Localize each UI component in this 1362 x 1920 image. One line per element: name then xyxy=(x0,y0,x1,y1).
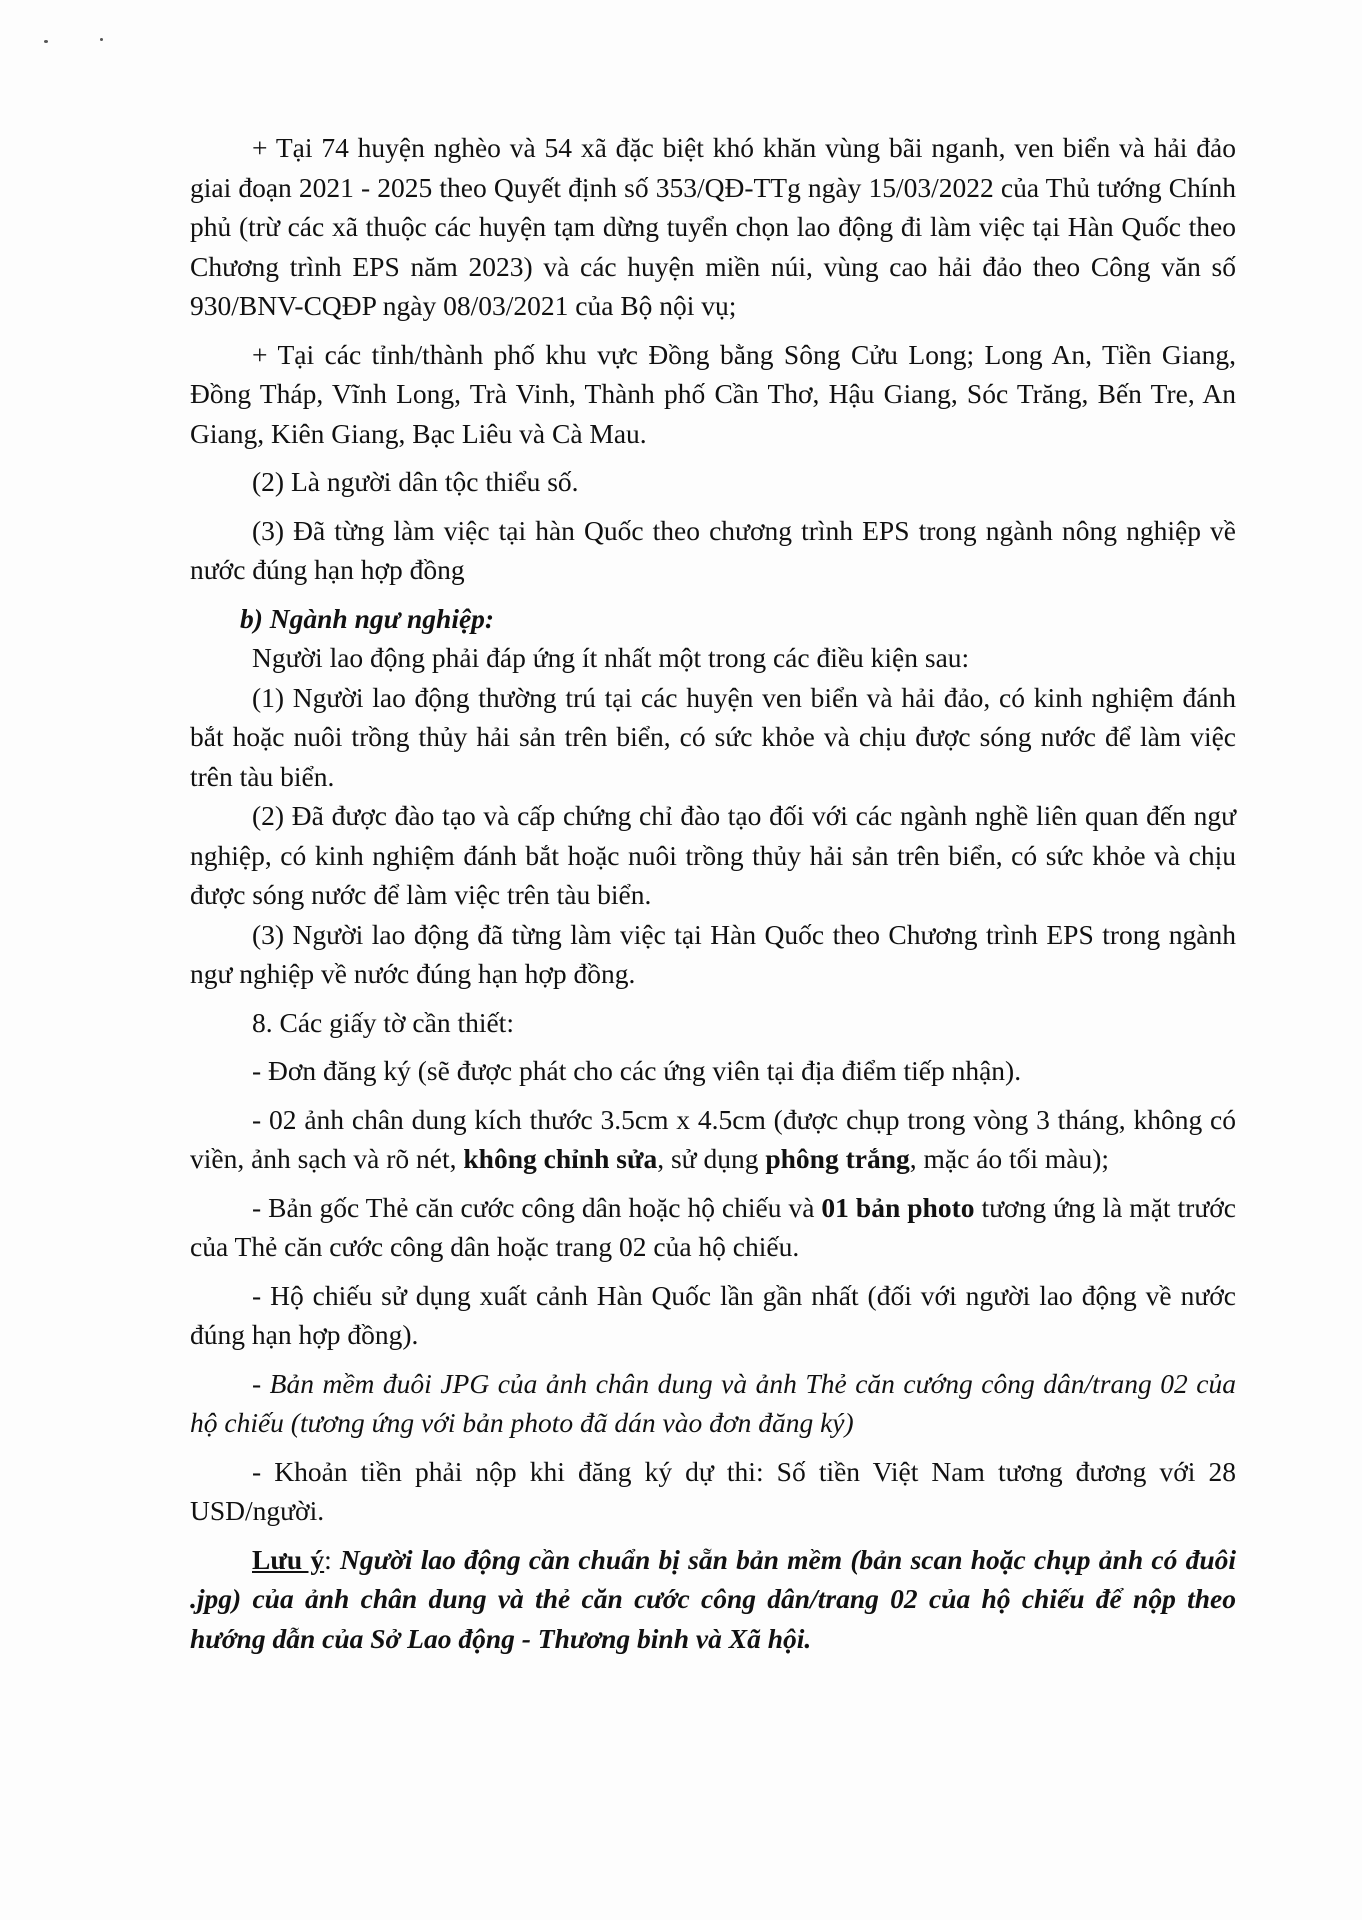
paragraph: - Đơn đăng ký (sẽ được phát cho các ứng viên tại địa điểm tiếp nhận). xyxy=(252,1055,1022,1086)
text: - Bản gốc Thẻ căn cước công dân hoặc hộ chiếu và xyxy=(252,1191,822,1223)
paragraph: (2) Là người dân tộc thiểu số. xyxy=(252,466,579,497)
paragraph: + Tại 74 huyện nghèo và 54 xã đặc biệt khó khăn vùng bãi nganh, ven biển và hải đảo giai đoạn 2021 - 2025 theo Quyết định số 353/QĐ-TTg ngày 15/03/2022 của Thủ tướng Chính phủ (trừ các xã thuộc các huyện tạm dừng tuyển chọn lao động đi làm việc tại Hàn Quốc theo Chương trình EPS năm 2023) và các huyện miền núi, vùng cao hải đảo theo Công văn số 930/BNV-CQĐP ngày 08/03/2021 của Bộ nội vụ; xyxy=(190,132,1236,321)
paragraph: (2) Đã được đào tạo và cấp chứng chỉ đào tạo đối với các ngành nghề liên quan đến ngư nghiệp, có kinh nghiệm đánh bắt hoặc nuôi trồng thủy hải sản trên biển, có sức khỏe và chịu được sóng nước để làm việc trên tàu biển. xyxy=(190,800,1236,910)
paragraph: (1) Người lao động thường trú tại các huyện ven biển và hải đảo, có kinh nghiệm đánh bắt hoặc nuôi trồng thủy hải sản trên biển, có sức khỏe và chịu được sóng nước để làm việc trên tàu biển. xyxy=(190,681,1236,792)
paragraph: (3) Đã từng làm việc tại hàn Quốc theo chương trình EPS trong ngành nông nghiệp về nước đúng hạn hợp đồng xyxy=(190,514,1236,585)
paragraph: Người lao động phải đáp ứng ít nhất một trong các điều kiện sau: xyxy=(252,642,970,673)
text: , mặc áo tối màu); xyxy=(909,1143,1110,1174)
text: - 02 ảnh chân dung kích thước 3.5cm x 4.5cm (được chụp trong vòng 3 tháng, không có viền, ảnh sạch và rõ nét, xyxy=(190,1103,1236,1174)
section-heading: b) Ngành ngư nghiệp: xyxy=(240,602,495,634)
paragraph: 8. Các giấy tờ cần thiết: xyxy=(252,1006,514,1038)
note-text: Người lao động cần chuẩn bị sẵn bản mềm (bản scan hoặc chụp ảnh có đuôi .jpg) của ảnh chân dung và thẻ căn cước công dân/trang 02 của hộ chiếu để nộp theo hướng dẫn của Sở Lao động - Thương binh và Xã hội. xyxy=(190,1543,1237,1654)
paragraph xyxy=(190,1188,1236,1267)
note-paragraph xyxy=(190,1540,1236,1659)
note-label: Lưu ý xyxy=(252,1543,325,1575)
scan-speck xyxy=(100,38,103,41)
paragraph: - Hộ chiếu sử dụng xuất cảnh Hàn Quốc lần gần nhất (đối với người lao động về nước đúng hạn hợp đồng). xyxy=(190,1279,1236,1350)
text: tương ứng là mặt trước của Thẻ căn cước công dân hoặc trang 02 của hộ chiếu. xyxy=(190,1191,1236,1262)
paragraph: + Tại các tỉnh/thành phố khu vực Đồng bằng Sông Cửu Long; Long An, Tiền Giang, Đồng Tháp, Vĩnh Long, Trà Vinh, Thành phố Cần Thơ, Hậu Giang, Sóc Trăng, Bến Tre, An Giang, Kiên Giang, Bạc Liêu và Cà Mau. xyxy=(190,338,1236,449)
paragraph: - Bản mềm đuôi JPG của ảnh chân dung và ảnh Thẻ căn cướng công dân/trang 02 của hộ chiếu (tương ứng với bản photo đã dán vào đơn đăng ký) xyxy=(190,1367,1236,1438)
text: , sử dụng xyxy=(657,1143,766,1174)
bold-text: không chỉnh sửa xyxy=(463,1143,658,1174)
paragraph: (3) Người lao động đã từng làm việc tại Hàn Quốc theo Chương trình EPS trong ngành ngư nghiệp về nước đúng hạn hợp đồng. xyxy=(190,918,1236,989)
scan-speck xyxy=(44,40,48,43)
bold-text: 01 bản photo xyxy=(821,1191,975,1223)
document-body xyxy=(190,128,1236,1667)
paragraph: - Khoản tiền phải nộp khi đăng ký dự thi: Số tiền Việt Nam tương đương với 28 USD/người. xyxy=(190,1455,1236,1526)
paragraph xyxy=(190,1100,1236,1179)
text: : xyxy=(324,1543,341,1575)
bold-text: phông trắng xyxy=(765,1143,910,1174)
